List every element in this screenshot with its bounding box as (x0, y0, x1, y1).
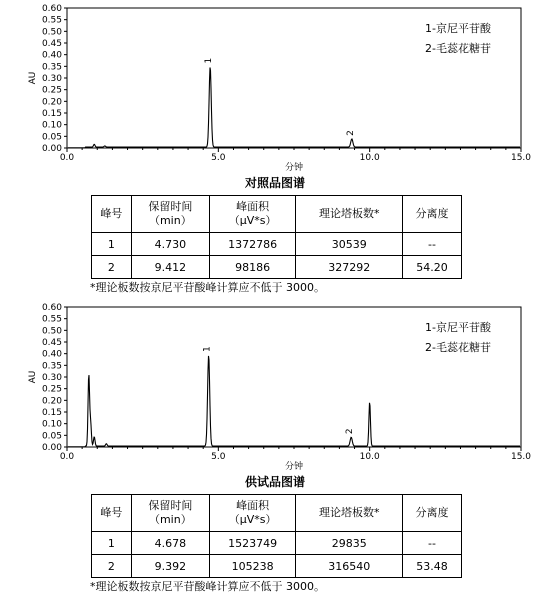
x-axis-label: 分钟 (284, 163, 304, 172)
table-header-row (92, 196, 462, 233)
header-theoretical-plates: 理论塔板数* (296, 196, 403, 233)
y-tick-label: 0.50 (41, 27, 62, 38)
header-resolution: 分离度 (403, 196, 462, 233)
peak-label: 1 (202, 346, 213, 352)
x-tick-label: 10.0 (359, 153, 380, 163)
peak-label: 1 (204, 57, 215, 64)
x-tick-label: 0.0 (59, 452, 75, 462)
y-tick-label: 0.35 (41, 62, 62, 73)
y-tick-label: 0.55 (41, 15, 62, 26)
table-2-note: *理论板数按京尼平苷酸峰计算应不低于 3000。 (90, 580, 325, 593)
cell-resolution: 53.48 (403, 555, 462, 578)
x-axis-label: 分钟 (284, 462, 304, 471)
chromatogram-chart-1 (0, 0, 550, 172)
cell-retention-time: 9.392 (131, 555, 209, 578)
cell-resolution: -- (403, 532, 462, 555)
results-table-1 (91, 195, 462, 279)
table-row (92, 256, 462, 279)
x-tick-label: 0.0 (59, 153, 75, 163)
cell-resolution: 54.20 (403, 256, 462, 279)
header-peak-no: 峰号 (92, 495, 132, 532)
x-tick-label: 5.0 (211, 153, 226, 163)
y-axis-label: AU (28, 370, 38, 384)
legend-entry: 2-毛蕊花糖苷 (425, 341, 491, 354)
x-tick-label: 5.0 (211, 452, 226, 462)
y-tick-label: 0.00 (41, 144, 62, 154)
y-tick-label: 0.10 (41, 419, 62, 430)
cell-theoretical-plates: 316540 (296, 555, 403, 578)
header-resolution: 分离度 (403, 495, 462, 532)
cell-retention-time: 4.678 (131, 532, 209, 555)
chromatogram-trace (68, 67, 520, 147)
peak-label: 2 (345, 428, 356, 435)
y-tick-label: 0.15 (41, 109, 62, 119)
legend-entry: 1-京尼平苷酸 (425, 22, 491, 35)
table-row (92, 532, 462, 555)
y-tick-label: 0.00 (41, 443, 62, 453)
chromatogram-trace (68, 356, 520, 447)
x-tick-label: 15.0 (510, 452, 532, 462)
y-tick-label: 0.20 (41, 97, 62, 108)
y-tick-label: 0.60 (41, 4, 62, 14)
cell-peak-area: 105238 (209, 555, 296, 578)
table-row (92, 233, 462, 256)
y-tick-label: 0.10 (41, 120, 62, 131)
cell-peak-no: 1 (92, 532, 132, 555)
header-theoretical-plates: 理论塔板数* (296, 495, 403, 532)
y-tick-label: 0.30 (41, 373, 62, 383)
y-tick-label: 0.15 (41, 408, 62, 418)
chart-2-caption: 供试品图谱 (244, 475, 305, 489)
results-table-2 (91, 494, 462, 578)
legend-entry: 1-京尼平苷酸 (425, 321, 491, 334)
cell-theoretical-plates: 29835 (296, 532, 403, 555)
cell-retention-time: 9.412 (131, 256, 209, 279)
peak-label: 2 (345, 130, 356, 136)
cell-peak-no: 2 (92, 555, 132, 578)
chromatogram-chart-2 (0, 299, 550, 471)
cell-peak-area: 98186 (209, 256, 296, 279)
x-tick-label: 10.0 (359, 452, 380, 462)
x-tick-label: 15.0 (510, 153, 532, 163)
cell-peak-area: 1372786 (209, 233, 296, 256)
header-peak-area: 峰面积 （µV*s） (209, 495, 296, 532)
legend-entry: 2-毛蕊花糖苷 (425, 42, 491, 55)
y-tick-label: 0.20 (41, 396, 62, 407)
y-tick-label: 0.40 (41, 50, 62, 61)
y-tick-label: 0.25 (41, 384, 62, 395)
chart-1-caption: 对照品图谱 (244, 176, 305, 190)
y-tick-label: 0.35 (41, 361, 62, 372)
y-tick-label: 0.60 (41, 303, 62, 313)
y-tick-label: 0.55 (41, 314, 62, 325)
cell-theoretical-plates: 327292 (296, 256, 403, 279)
header-peak-no: 峰号 (92, 196, 132, 233)
cell-retention-time: 4.730 (131, 233, 209, 256)
table-header-row (92, 495, 462, 532)
y-axis-label: AU (28, 71, 38, 85)
cell-theoretical-plates: 30539 (296, 233, 403, 256)
header-peak-area: 峰面积 （µV*s） (209, 196, 296, 233)
y-tick-label: 0.50 (41, 326, 62, 337)
y-tick-label: 0.45 (41, 39, 62, 49)
y-tick-label: 0.30 (41, 74, 62, 84)
y-tick-label: 0.25 (41, 85, 62, 96)
header-retention-time: 保留时间 （min） (131, 495, 209, 532)
cell-resolution: -- (403, 233, 462, 256)
y-tick-label: 0.05 (41, 431, 62, 442)
cell-peak-no: 2 (92, 256, 132, 279)
table-row (92, 555, 462, 578)
cell-peak-no: 1 (92, 233, 132, 256)
y-tick-label: 0.40 (41, 349, 62, 360)
cell-peak-area: 1523749 (209, 532, 296, 555)
table-1-note: *理论板数按京尼平苷酸峰计算应不低于 3000。 (90, 281, 325, 294)
y-tick-label: 0.05 (41, 132, 62, 143)
y-tick-label: 0.45 (41, 338, 62, 348)
header-retention-time: 保留时间 （min） (131, 196, 209, 233)
